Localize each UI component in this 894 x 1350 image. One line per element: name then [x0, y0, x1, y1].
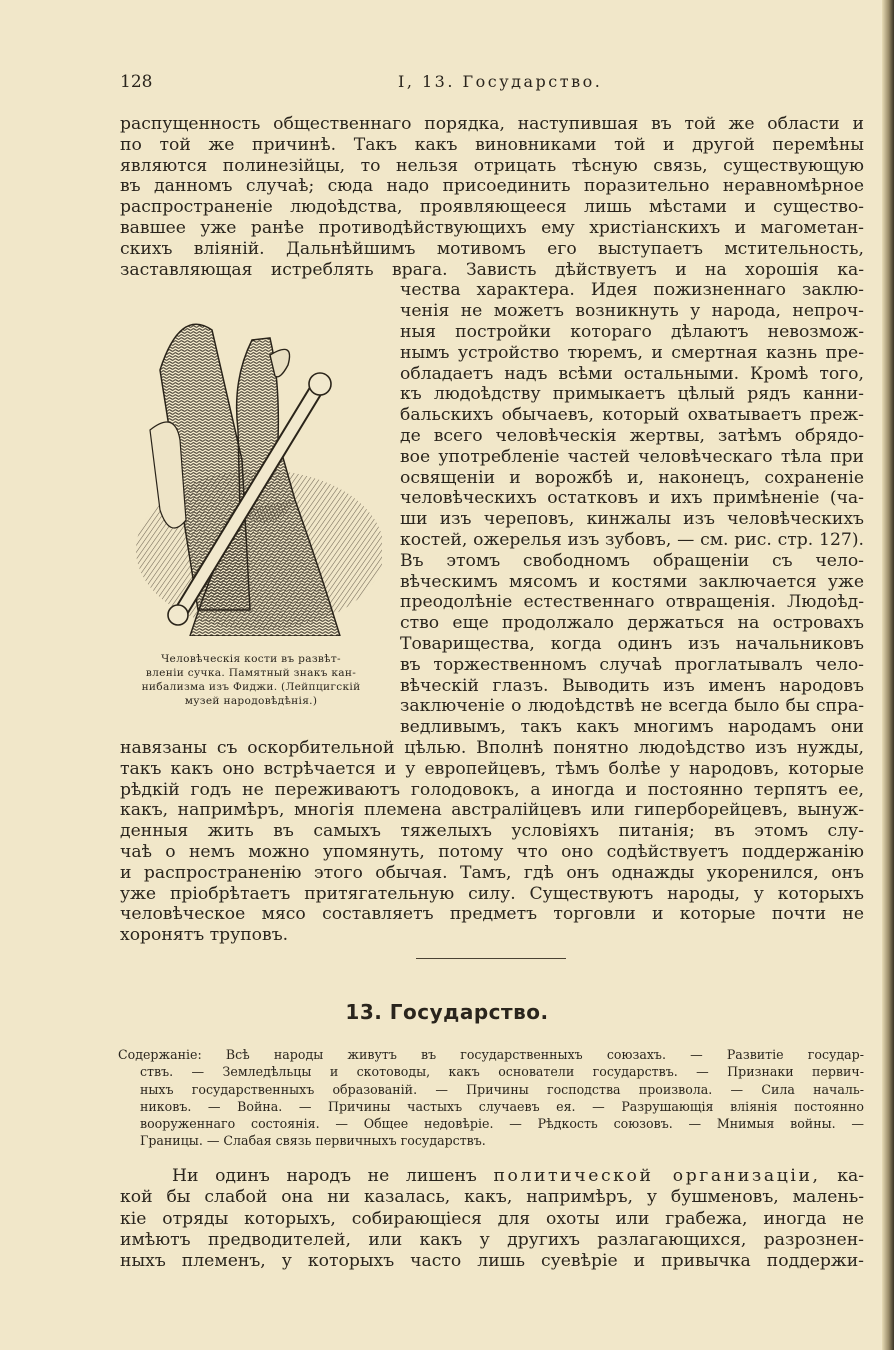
text-line: Въ этомъ свободномъ обращеніи съ чело- [400, 550, 864, 571]
contents-line: вооруженнаго состоянія. — Общее недовѣріе. — Рѣдкость союзовъ. — Мнимыя войны. — [140, 1116, 864, 1132]
bones-engraving-illustration [120, 310, 382, 636]
text-line: чаѣ о немъ можно упомянуть, потому что оно содѣйствуетъ поддержанію [120, 842, 864, 862]
text-line: являются полинезійцы, то нельзя отрицать тѣсную связь, существующую [120, 155, 864, 176]
contents-line: ствъ. — Земледѣльцы и скотоводы, какъ основатели государствъ. — Признаки первич- [140, 1064, 864, 1080]
text-line: вѣческій глазъ. Выводить изъ именъ народовъ [400, 675, 864, 696]
text-line: скихъ вліяній. Дальнѣйшимъ мотивомъ его выступаетъ мстительность, [120, 238, 864, 259]
text-line: ныя постройки котораго дѣлаютъ невозмож- [400, 322, 864, 342]
page-number: 128 [120, 72, 153, 92]
caption-line: нибализма изъ Фиджи. (Лейпцигскій [141, 681, 361, 693]
text-line: вое употребленіе частей человѣческаго тѣла при [400, 446, 864, 467]
text-line: бальскихъ обычаевъ, который охватываетъ преж- [400, 405, 864, 426]
text-line: освященіи и ворожбѣ и, наконецъ, сохраненіе [400, 467, 864, 488]
contents-line: Содержаніе: Всѣ народы живутъ въ государственныхъ союзахъ. — Развитіе государ- [118, 1047, 864, 1062]
text-line: человѣческое мясо составляетъ предметъ торговли и которые почти не [120, 904, 864, 925]
text-line: заключеніе о людоѣдствѣ не всегда было бы спра- [400, 696, 864, 717]
contents-line: Границы. — Слабая связь первичныхъ государствъ. [140, 1133, 486, 1149]
figure-caption [120, 652, 382, 708]
text-line: ныхъ племенъ, у которыхъ часто лишь суевѣріе и привычка поддержи- [120, 1251, 864, 1272]
text-line: кой бы слабой она ни казалась, какъ, напримѣръ, у бушменовъ, малень- [120, 1187, 864, 1208]
text-line: какъ, напримѣръ, многія племена австралійцевъ или гиперборейцевъ, вынуж- [120, 800, 864, 821]
text-line: въ данномъ случаѣ; сюда надо присоединить поразительно неравномѣрное [120, 176, 864, 197]
text-span: ка- [837, 1166, 864, 1186]
text-span: Ни одинъ народъ не лишенъ [172, 1166, 477, 1186]
text-line: ство еще продолжало держаться на островахъ [400, 613, 864, 634]
text-line: ведливымъ, такъ какъ многимъ народамъ они [400, 717, 864, 738]
section-title: 13. Государство. [345, 1000, 549, 1024]
text-line: кіе отряды которыхъ, собирающіеся для охоты или грабежа, иногда не [120, 1208, 864, 1229]
running-head: I, 13. Государство. [398, 72, 603, 91]
contents-line: никовъ. — Война. — Причины частыхъ случаевъ ея. — Разрушающія вліянія постоянно [140, 1098, 864, 1114]
text-line: преодолѣніе естественнаго отвращенія. Людоѣд- [400, 592, 864, 613]
section-divider [416, 958, 566, 959]
section-contents [118, 1046, 864, 1150]
text-line: хоронятъ труповъ. [120, 925, 289, 946]
text-line: навязаны съ оскорбительной цѣлью. Вполнѣ понятно людоѣдство изъ нужды, [120, 738, 864, 758]
text-line: нымъ устройство тюремъ, и смертная казнь пре- [400, 342, 864, 363]
text-line: денныя жить въ самыхъ тяжелыхъ условіяхъ питанія; въ этомъ слу- [120, 821, 864, 842]
text-line: вавшее уже ранѣе противодѣйствующихъ ему христіанскихъ и магометан- [120, 218, 864, 238]
page-header [120, 72, 864, 98]
book-spine-edge [882, 0, 894, 1350]
contents-line: ныхъ государственныхъ образованій. — Причины господства произвола. — Сила началь- [140, 1081, 864, 1097]
text-line: къ людоѣдству примыкаетъ цѣлый рядъ канни- [400, 384, 864, 405]
text-line: въ торжественномъ случаѣ проглатывалъ чело- [400, 654, 864, 675]
caption-line: вленіи сучка. Памятный знакъ кан- [145, 667, 357, 679]
text-line: по той же причинѣ. Такъ какъ виновниками той и другой перемѣны [120, 134, 864, 155]
text-line: вѣческимъ мясомъ и костями заключается уже [400, 571, 864, 592]
text-line: де всего человѣческія жертвы, затѣмъ обрядо- [400, 426, 864, 446]
text-line [120, 1166, 864, 1187]
caption-line: Человѣческія кости въ развѣт- [161, 653, 341, 665]
text-line: обладаетъ надъ всѣми остальными. Кромѣ того, [400, 363, 864, 384]
text-line: распущенность общественнаго порядка, наступившая въ той же области и [120, 114, 864, 134]
emphasized-text: политической организаціи, [493, 1166, 821, 1186]
text-line: рѣдкій годъ не переживаютъ голодовокъ, а иногда и постоянно терпятъ ее, [120, 779, 864, 800]
text-line: и распространенію этого обычая. Тамъ, гдѣ онъ однажды укоренился, онъ [120, 862, 864, 883]
text-line: заставляющая истреблять врага. Зависть дѣйствуетъ и на хорошія ка- [120, 259, 864, 280]
text-line: ши изъ череповъ, кинжалы изъ человѣческихъ [400, 509, 864, 530]
text-line: ченія не можетъ возникнуть у народа, непроч- [400, 301, 864, 322]
text-line: такъ какъ оно встрѣчается и у европейцевъ, тѣмъ болѣе у народовъ, которые [120, 758, 864, 779]
text-line: костей, ожерелья изъ зубовъ, — см. рис. стр. 127). [400, 530, 864, 550]
text-line: человѣческихъ остатковъ и ихъ примѣненіе (ча- [400, 488, 864, 509]
text-line: имѣютъ предводителей, или какъ у другихъ разлагающихся, разрознен- [120, 1229, 864, 1250]
text-line: Товарищества, когда одинъ изъ начальниковъ [400, 634, 864, 654]
paragraph [120, 1166, 864, 1272]
text-line: чества характера. Идея пожизненнаго заклю- [400, 280, 864, 301]
caption-line: музей народовѣдѣнія.) [184, 695, 318, 707]
text-line: уже пріобрѣтаетъ притягательную силу. Существуютъ народы, у которыхъ [120, 883, 864, 904]
text-line: распространеніе людоѣдства, проявляющееся лишь мѣстами и существо- [120, 197, 864, 218]
